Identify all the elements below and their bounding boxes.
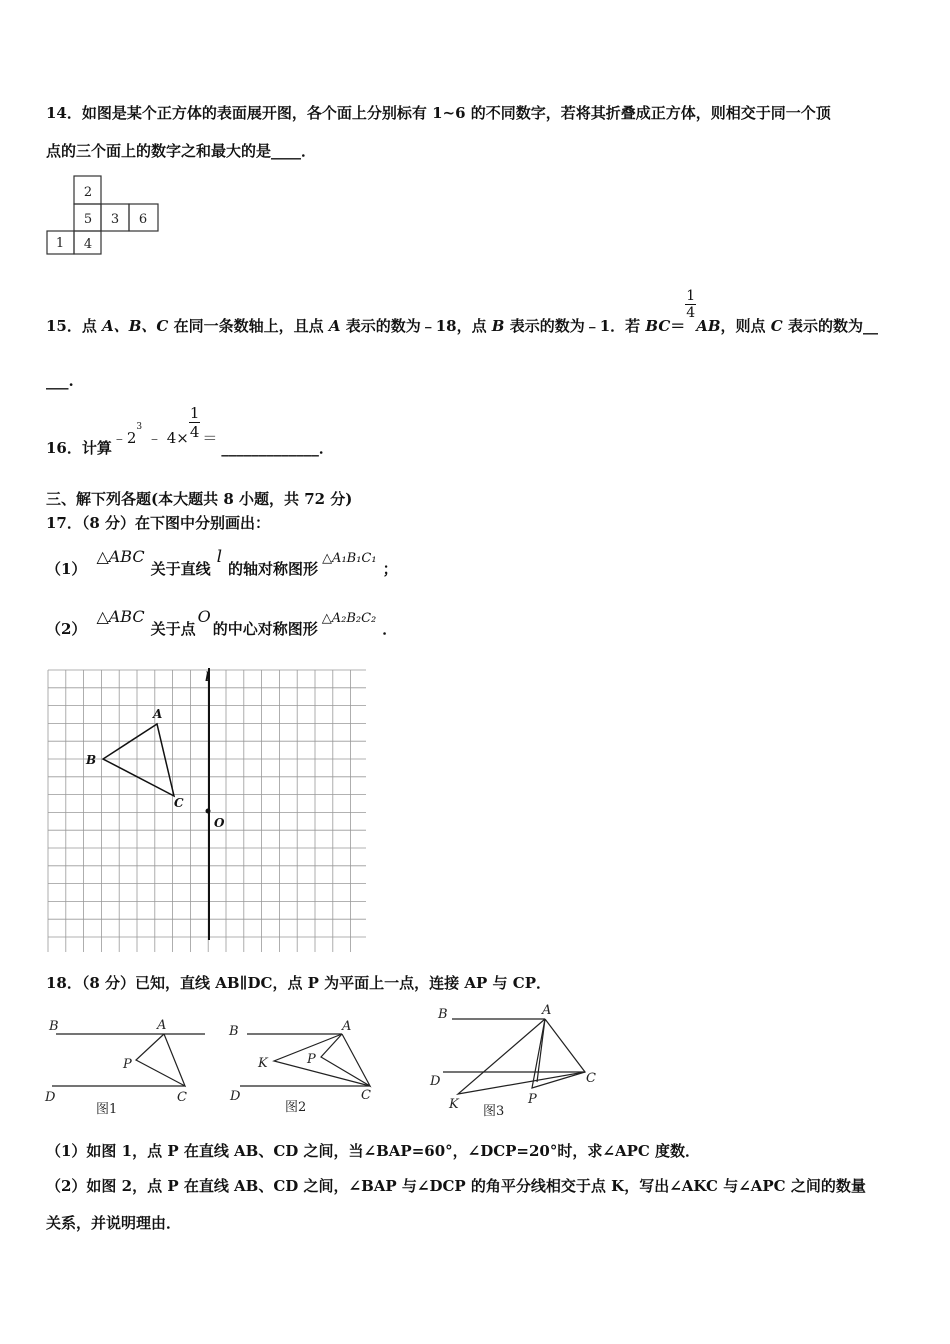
fig3-label-a: A xyxy=(542,1003,552,1018)
section-3-heading: 三、解下列各题(本大题共 8 小题，共 72 分) xyxy=(46,490,353,508)
label-a: A xyxy=(153,707,163,721)
net-face-3: 3 xyxy=(110,212,120,227)
q14-line1: 14．如图是某个正方体的表面展开图，各个面上分别标有 1~6 的不同数字，若将其折叠成正方体，则相交于同一个顶 xyxy=(46,104,831,122)
fig2-label-c: C xyxy=(361,1088,371,1103)
point-o xyxy=(206,809,211,814)
q16-line: 16．计算$﹣2^3$ ﹣ 4× $\frac{1}{4}$ ＝_____________． xyxy=(46,404,334,457)
label-b: B xyxy=(86,753,97,767)
fig1-label-c: C xyxy=(177,1090,187,1105)
q18-part1: （1）如图 1，点 P 在直线 AB、CD 之间，当∠BAP=60°，∠DCP=20°时，求∠APC 度数． xyxy=(46,1142,701,1160)
fig2-label-d: D xyxy=(230,1089,241,1104)
fig1-label-d: D xyxy=(45,1090,56,1105)
q18-figures xyxy=(40,1000,620,1124)
net-face-1: 1 xyxy=(55,236,65,251)
label-c: C xyxy=(174,796,184,810)
fig1-label-a: A xyxy=(157,1018,167,1033)
net-face-4: 4 xyxy=(83,237,93,252)
q18-part2-line1: （2）如图 2，点 P 在直线 AB、CD 之间，∠BAP 与∠DCP 的角平分线相交于点 K，写出∠AKC 与∠APC 之间的数量 xyxy=(46,1177,866,1195)
fig2-label-k: K xyxy=(258,1056,268,1071)
fig3-label-p: P xyxy=(528,1092,537,1107)
triangle-abc xyxy=(103,724,174,796)
label-l: l xyxy=(205,670,210,684)
cube-net-figure xyxy=(44,172,164,258)
fig3-label-c: C xyxy=(586,1071,596,1086)
net-face-5: 5 xyxy=(83,212,93,227)
fig2-label-b: B xyxy=(229,1024,239,1039)
fig2-label-p: P xyxy=(307,1052,316,1067)
fig1-label-p: P xyxy=(123,1057,132,1072)
q14-line2: 点的三个面上的数字之和最大的是____． xyxy=(46,142,317,160)
fig1-label-b: B xyxy=(49,1019,59,1034)
q17-part1: （1）△ABC关于直线l的轴对称图形△A₁B₁C₁； xyxy=(46,547,398,578)
fig3-caption: 图3 xyxy=(483,1104,505,1119)
fig3-label-d: D xyxy=(430,1074,441,1089)
fig3-label-b: B xyxy=(438,1007,448,1022)
net-face-6: 6 xyxy=(138,212,148,227)
q16-fraction: $\frac{1}{4}$ xyxy=(189,404,200,441)
q15-line1: 15．点 A、B、C 在同一条数轴上，且点 A 表示的数为﹣18，点 B 表示的数为﹣1．若 BC＝ $\frac{1}{4}$ AB，则点 C 表示的数为__ xyxy=(46,288,878,335)
q15-fraction: $\frac{1}{4}$ xyxy=(686,288,696,321)
fig2-label-a: A xyxy=(342,1019,352,1034)
fig1-caption: 图1 xyxy=(96,1102,118,1117)
label-o: O xyxy=(214,816,225,830)
q17-part2: （2）△ABC关于点O的中心对称图形△A₂B₂C₂． xyxy=(46,607,398,638)
fig3-label-k: K xyxy=(449,1097,459,1112)
q18-part2-line2: 关系，并说明理由． xyxy=(46,1214,182,1232)
q18-title: 18．（8 分）已知，直线 AB∥DC，点 P 为平面上一点，连接 AP 与 CP． xyxy=(46,974,551,992)
q15-line2: ___. xyxy=(46,372,74,390)
fig2-caption: 图2 xyxy=(285,1100,307,1115)
net-face-2: 2 xyxy=(83,185,93,200)
q17-title: 17．（8 分）在下图中分别画出： xyxy=(46,514,271,532)
q17-grid-figure xyxy=(46,668,370,956)
